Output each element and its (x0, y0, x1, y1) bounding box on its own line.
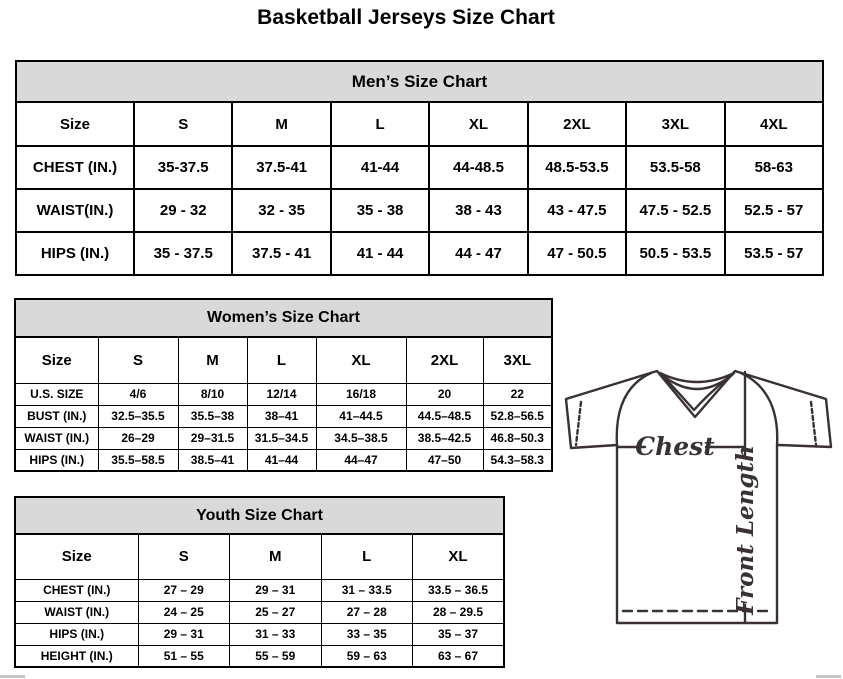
table-cell: 58-63 (725, 146, 823, 189)
column-header-row (15, 534, 504, 579)
table-row (15, 383, 552, 405)
table-cell: 38–41 (247, 405, 316, 427)
left-cuff-stitch-dashed (576, 402, 581, 445)
table-cell: 12/14 (247, 383, 316, 405)
table-cell: 63 – 67 (413, 645, 505, 667)
jersey-outline-shape (566, 371, 831, 623)
right-cuff-stitch-dashed (811, 402, 816, 445)
table-cell: 52.8–56.5 (483, 405, 552, 427)
table-row (15, 645, 504, 667)
table-row (15, 579, 504, 601)
table-cell: 32 - 35 (232, 189, 330, 232)
table-cell: 29 – 31 (138, 623, 230, 645)
table-cell: 20 (406, 383, 483, 405)
table-cell: 41–44 (247, 449, 316, 471)
table-row (16, 189, 823, 232)
womens-chart-table (14, 336, 553, 472)
table-cell: 38.5–41 (178, 449, 247, 471)
scrollbar-fragment-left[interactable] (0, 675, 25, 678)
table-cell: 34.5–38.5 (316, 427, 406, 449)
row-header: WAIST(IN.) (16, 189, 134, 232)
column-header-row (15, 337, 552, 383)
table-cell: 24 – 25 (138, 601, 230, 623)
mens-size-chart (15, 60, 824, 276)
scrollbar-fragment-right[interactable] (816, 675, 841, 678)
youth-size-chart (14, 496, 505, 668)
table-row (15, 623, 504, 645)
column-header-row (16, 102, 823, 146)
chest-label: Chest (635, 432, 715, 461)
column-header: XL (316, 337, 406, 383)
table-cell: 25 – 27 (230, 601, 322, 623)
table-cell: 37.5 - 41 (232, 232, 330, 275)
mens-chart-table (15, 101, 824, 276)
row-header: CHEST (IN.) (15, 579, 138, 601)
table-cell: 41 - 44 (331, 232, 429, 275)
table-cell: 48.5-53.5 (528, 146, 626, 189)
collar-inner-v (662, 375, 732, 410)
table-cell: 44 - 47 (429, 232, 527, 275)
column-header: XL (429, 102, 527, 146)
column-header: L (321, 534, 413, 579)
row-header: CHEST (IN.) (16, 146, 134, 189)
table-cell: 55 – 59 (230, 645, 322, 667)
column-header: L (331, 102, 429, 146)
row-header: HIPS (IN.) (16, 232, 134, 275)
table-cell: 31 – 33 (230, 623, 322, 645)
table-cell: 31 – 33.5 (321, 579, 413, 601)
table-row (16, 232, 823, 275)
table-cell: 53.5 - 57 (725, 232, 823, 275)
table-row (15, 601, 504, 623)
table-cell: 53.5-58 (626, 146, 724, 189)
table-cell: 44-48.5 (429, 146, 527, 189)
column-header: XL (413, 534, 505, 579)
womens-chart-title: Women’s Size Chart (14, 298, 553, 338)
table-cell: 8/10 (178, 383, 247, 405)
row-header: WAIST (IN.) (15, 427, 98, 449)
size-column-header: Size (15, 337, 98, 383)
row-header: WAIST (IN.) (15, 601, 138, 623)
womens-size-chart (14, 298, 553, 472)
size-column-header: Size (15, 534, 138, 579)
column-header: L (247, 337, 316, 383)
table-row (15, 405, 552, 427)
table-cell: 16/18 (316, 383, 406, 405)
table-cell: 51 – 55 (138, 645, 230, 667)
row-header: BUST (IN.) (15, 405, 98, 427)
table-cell: 44–47 (316, 449, 406, 471)
jersey-measurement-diagram (550, 358, 843, 663)
youth-chart-table (14, 533, 505, 668)
row-header: U.S. SIZE (15, 383, 98, 405)
table-cell: 47 - 50.5 (528, 232, 626, 275)
table-cell: 35.5–38 (178, 405, 247, 427)
table-cell: 43 - 47.5 (528, 189, 626, 232)
column-header: M (178, 337, 247, 383)
table-cell: 27 – 28 (321, 601, 413, 623)
table-cell: 35.5–58.5 (98, 449, 178, 471)
table-row (15, 449, 552, 471)
table-cell: 26–29 (98, 427, 178, 449)
row-header: HIPS (IN.) (15, 623, 138, 645)
table-cell: 35 - 37.5 (134, 232, 232, 275)
table-cell: 28 – 29.5 (413, 601, 505, 623)
column-header: S (138, 534, 230, 579)
column-header: 3XL (626, 102, 724, 146)
table-cell: 27 – 29 (138, 579, 230, 601)
table-cell: 46.8–50.3 (483, 427, 552, 449)
table-cell: 33 – 35 (321, 623, 413, 645)
table-row (15, 427, 552, 449)
table-cell: 29 – 31 (230, 579, 322, 601)
column-header: 3XL (483, 337, 552, 383)
column-header: S (134, 102, 232, 146)
column-header: 2XL (528, 102, 626, 146)
table-cell: 29–31.5 (178, 427, 247, 449)
page-title: Basketball Jerseys Size Chart (257, 6, 555, 29)
table-cell: 37.5-41 (232, 146, 330, 189)
table-cell: 47–50 (406, 449, 483, 471)
table-cell: 35-37.5 (134, 146, 232, 189)
front-length-label: Front Length (732, 445, 759, 615)
table-cell: 35 – 37 (413, 623, 505, 645)
table-cell: 31.5–34.5 (247, 427, 316, 449)
table-cell: 38.5–42.5 (406, 427, 483, 449)
column-header: S (98, 337, 178, 383)
table-cell: 59 – 63 (321, 645, 413, 667)
row-header: HEIGHT (IN.) (15, 645, 138, 667)
table-cell: 54.3–58.3 (483, 449, 552, 471)
table-cell: 44.5–48.5 (406, 405, 483, 427)
row-header: HIPS (IN.) (15, 449, 98, 471)
table-cell: 4/6 (98, 383, 178, 405)
table-row (16, 146, 823, 189)
table-cell: 35 - 38 (331, 189, 429, 232)
table-cell: 32.5–35.5 (98, 405, 178, 427)
table-cell: 41–44.5 (316, 405, 406, 427)
youth-chart-title: Youth Size Chart (14, 496, 505, 535)
column-header: M (230, 534, 322, 579)
table-cell: 22 (483, 383, 552, 405)
column-header: M (232, 102, 330, 146)
table-cell: 41-44 (331, 146, 429, 189)
table-cell: 33.5 – 36.5 (413, 579, 505, 601)
table-cell: 29 - 32 (134, 189, 232, 232)
mens-chart-title: Men’s Size Chart (15, 60, 824, 103)
column-header: 2XL (406, 337, 483, 383)
table-cell: 38 - 43 (429, 189, 527, 232)
table-cell: 47.5 - 52.5 (626, 189, 724, 232)
column-header: 4XL (725, 102, 823, 146)
size-column-header: Size (16, 102, 134, 146)
table-cell: 52.5 - 57 (725, 189, 823, 232)
right-sleeve-seam (741, 373, 777, 445)
table-cell: 50.5 - 53.5 (626, 232, 724, 275)
